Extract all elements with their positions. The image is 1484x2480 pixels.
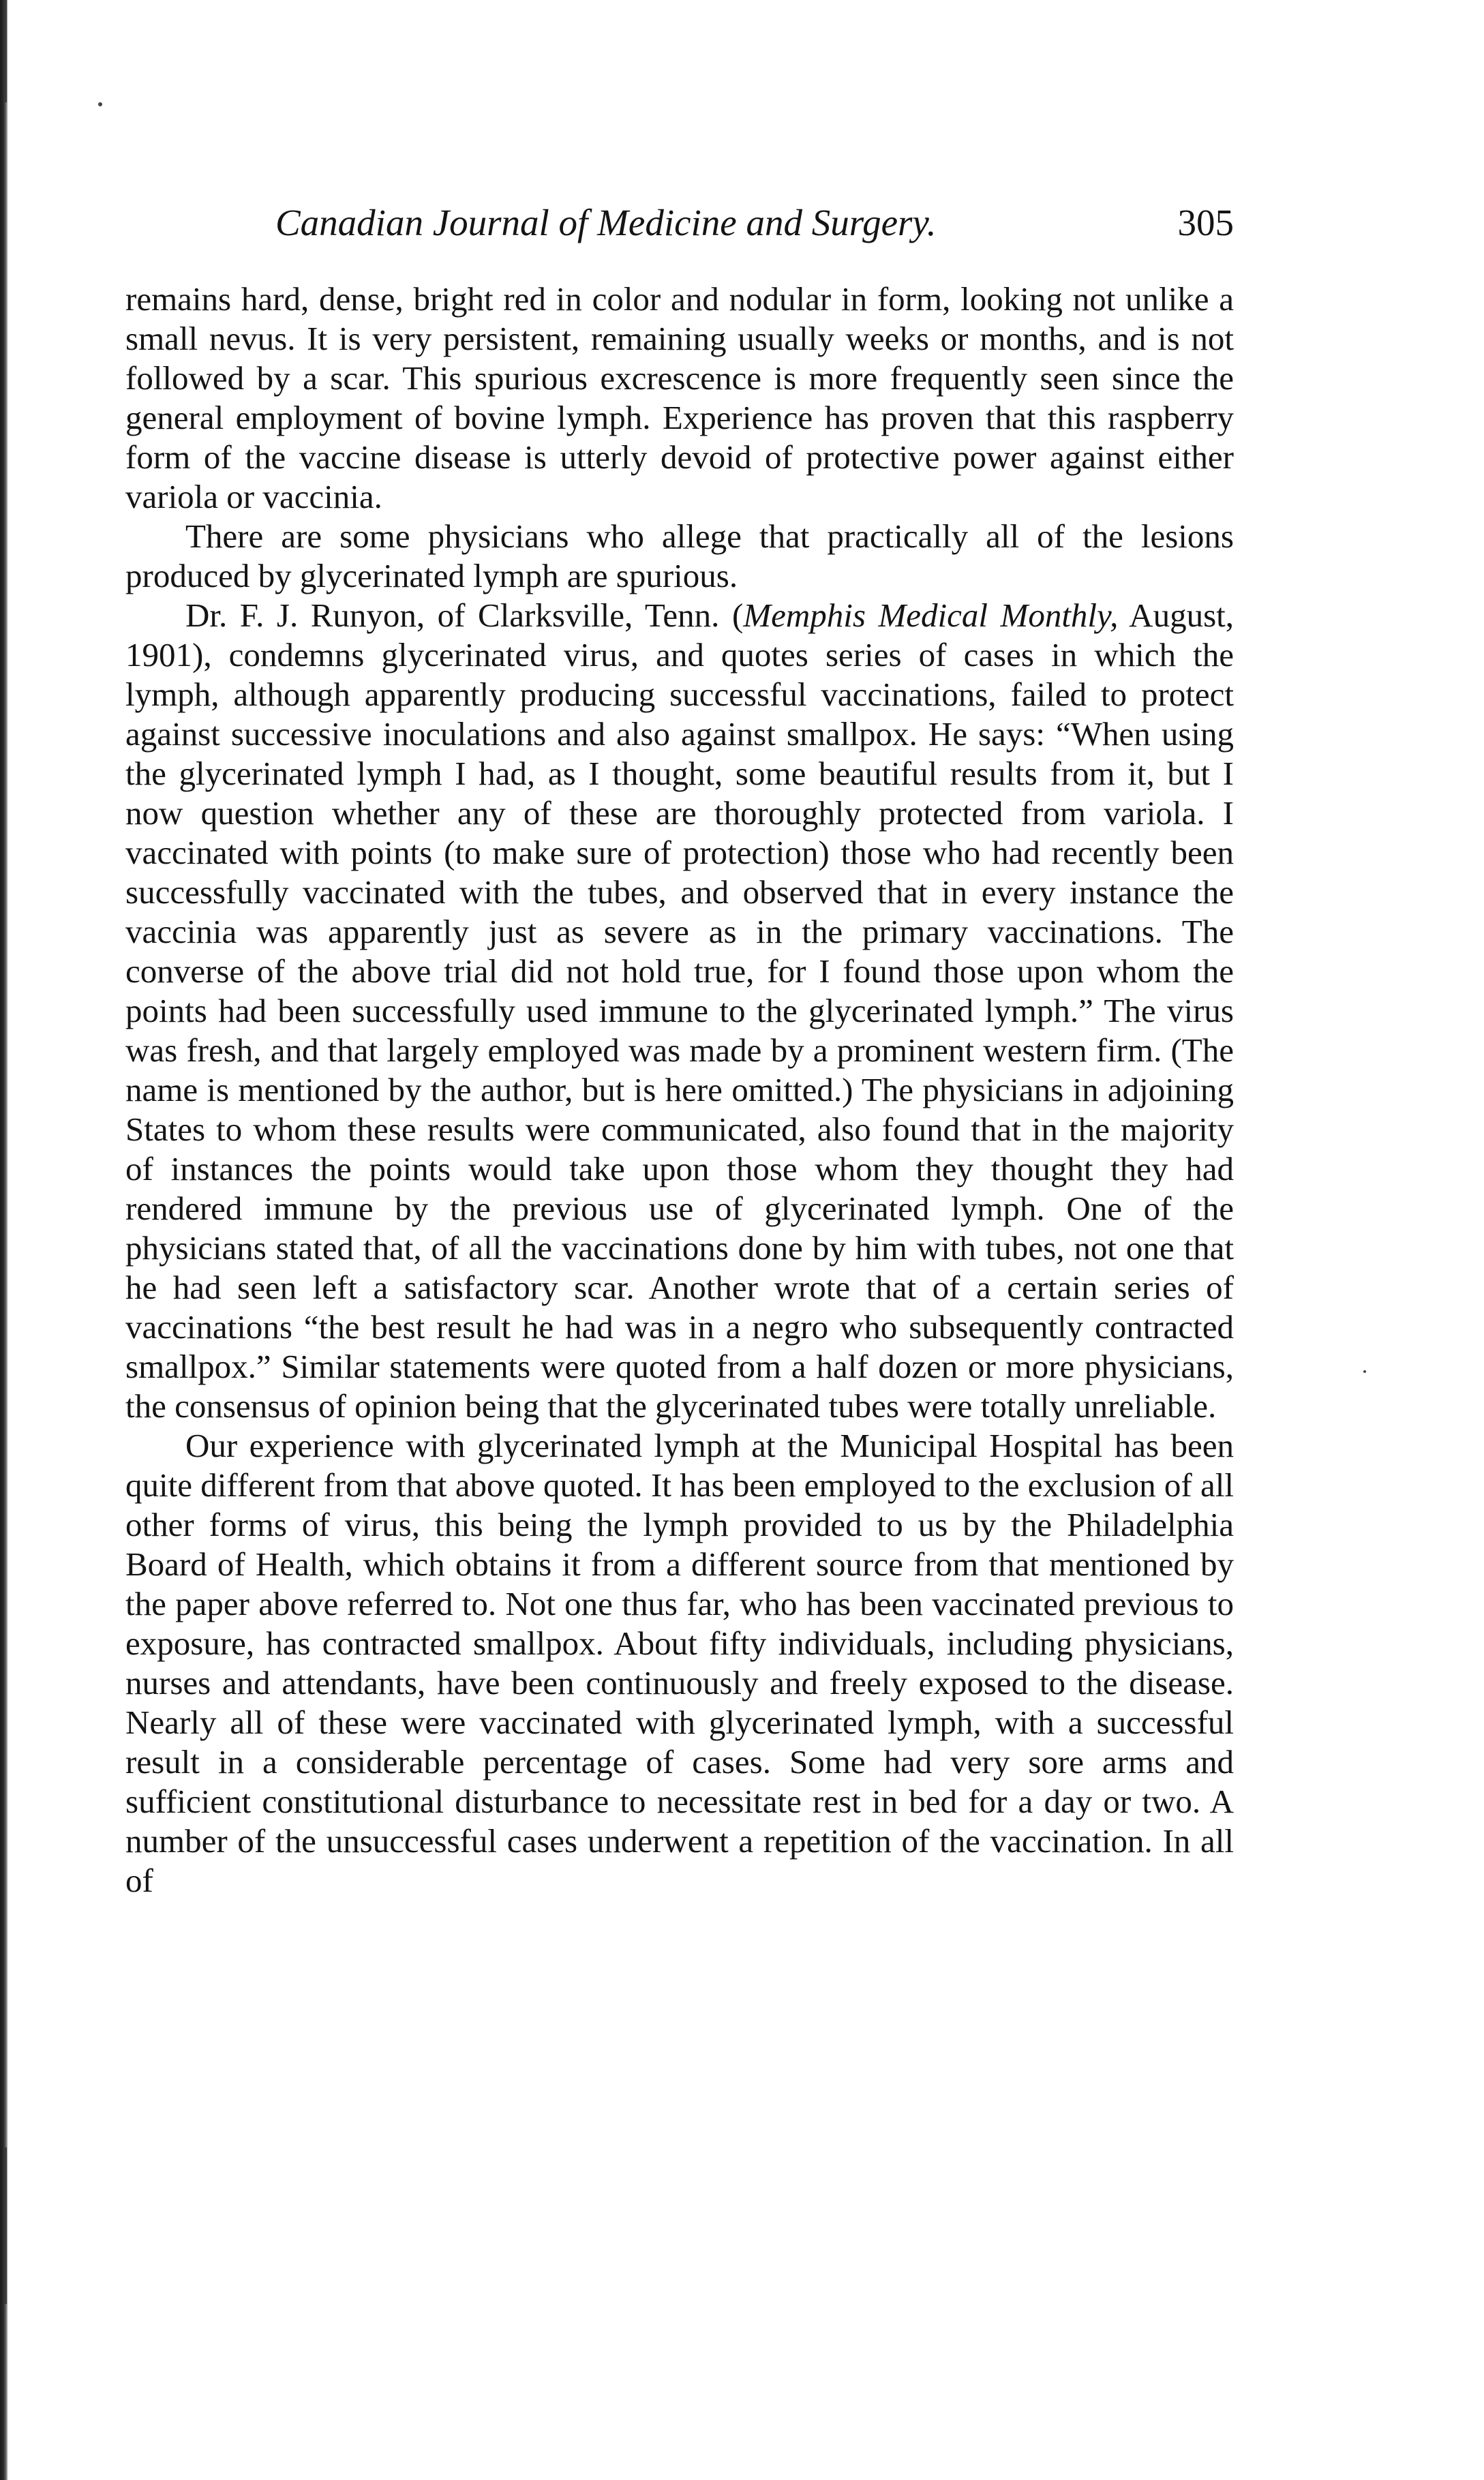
paragraph-municipal-hospital: Our experience with glycerinated lymph at the Municipal Hospital has been quite different from that above quoted. It has been employed to the exclusion of all other forms of virus, this being the lymph provided to us by the Philadelphia Board of Health, which obtains it from a different source from that mentioned by the paper above referred to. Not one thus far, who has been vaccinated previous to exposure, has contracted smallpox. About fifty individuals, including physicians, nurses and attendants, have been continuously and freely exposed to the disease. Nearly all of these were vaccinated with glycerinated lymph, with a successful result in a considerable percentage of cases. Some had very sore arms and sufficient constitutional disturbance to necessitate rest in bed for a day or two. A number of the unsuccessful cases underwent a repetition of the vaccination. In all of xyxy=(125,1427,1234,1899)
page-speck xyxy=(98,102,102,106)
page-speck xyxy=(1363,1370,1366,1373)
paragraph-spurious-lesions: There are some physicians who allege that practically all of the lesions produced by glycerinated lymph are spurious. xyxy=(125,517,1234,594)
page-header xyxy=(125,199,1234,247)
article-body xyxy=(125,279,1234,1901)
paragraph-lead-text: Dr. F. J. Runyon, of Clarksville, Tenn. ( xyxy=(185,596,744,634)
binding-mark-bottom xyxy=(4,2147,7,2304)
page-number: 305 xyxy=(1177,202,1234,243)
paragraph-body-text: August, 1901), condemns glycerinated virus, and quotes series of cases in which the lymph, although apparently producing successful vaccinations, failed to protect against successive inoculations and also against smallpox. He says: “When using the glycerinated lymph I had, as I thought, some beautiful results from it, but I now question whether any of these are thoroughly protected from variola. I vaccinated with points (to make sure of protection) those who had recently been successfully vaccinated with the tubes, and observed that in every instance the vaccinia was apparently just as severe as in the primary vaccinations. The converse of the above trial did not hold true, for I found those upon whom the points had been successfully used immune to the glycerinated lymph.” The virus was fresh, and that largely employed was made by a prominent western firm. (The name is mentioned by the author, but is here omitted.) The physicians in adjoining States to whom these results were communicated, also found that in the majority of instances the points would take upon those whom they thought they had rendered immune by the previous use of glycerinated lymph. One of the physicians stated that, of all the vaccinations done by him with tubes, not one that he had seen left a satisfactory scar. Another wrote that of a certain series of vaccinations “the best result he had was in a negro who subsequently contracted smallpox.” Similar statements were quoted from a half dozen or more physicians, the consensus of opinion being that the glycerinated tubes were totally unreliable. xyxy=(125,596,1234,1425)
journal-citation: Memphis Medical Monthly, xyxy=(743,596,1119,634)
binding-mark-top xyxy=(4,0,7,102)
running-title: Canadian Journal of Medicine and Surgery. xyxy=(275,202,937,243)
paragraph-runyon-report xyxy=(125,596,1234,1426)
binding-edge xyxy=(0,0,8,2480)
paragraph-continuation: remains hard, dense, bright red in color and nodular in form, looking not unlike a small nevus. It is very persistent, remaining usually weeks or months, and is not followed by a scar. This spurious excrescence is more frequently seen since the general employment of bovine lymph. Experience has proven that this raspberry form of the vaccine disease is utterly devoid of protective power against either variola or vaccinia. xyxy=(125,280,1234,515)
